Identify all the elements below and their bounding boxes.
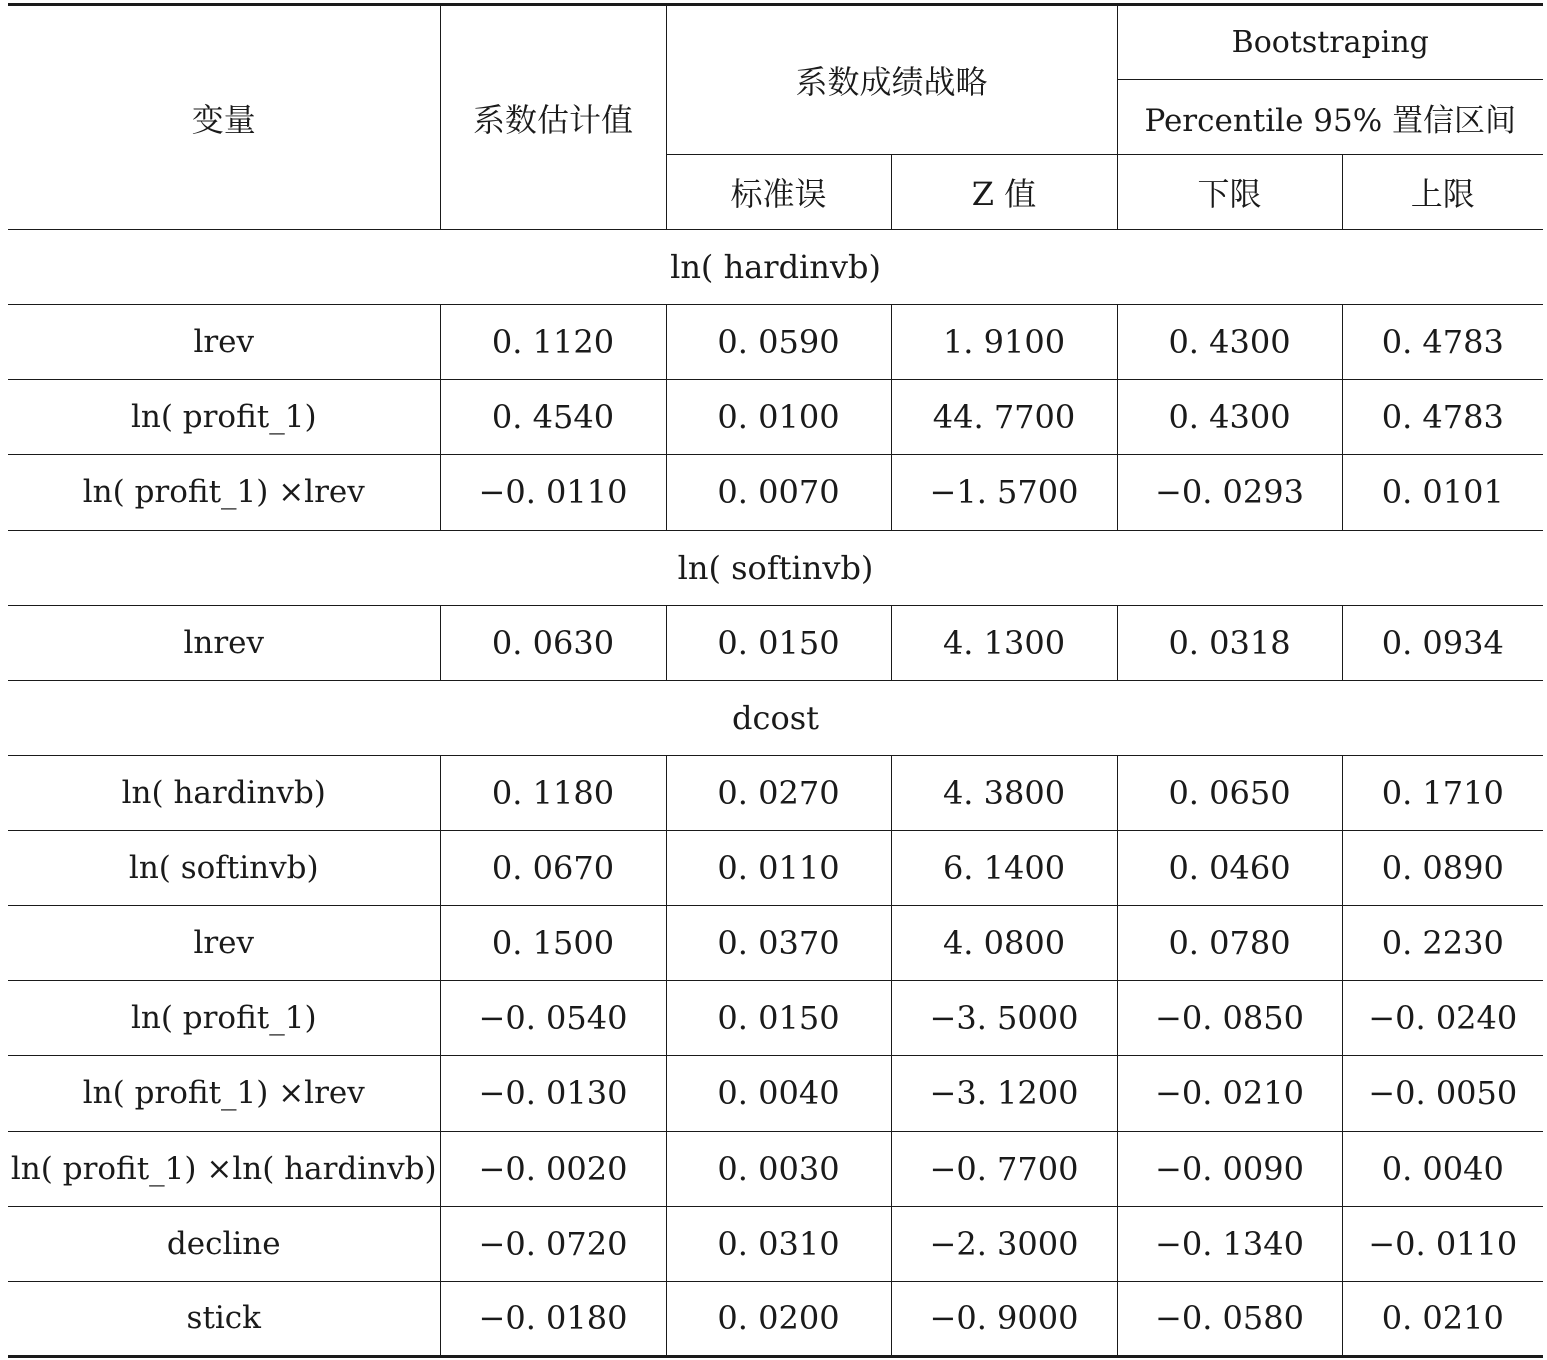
header-estimate: 系数估计值: [440, 5, 666, 230]
estimate-cell: −0. 0110: [440, 455, 666, 530]
z-value-cell: −2. 3000: [891, 1206, 1117, 1281]
z-value-cell: 4. 1300: [891, 605, 1117, 680]
std-err-cell: 0. 0200: [666, 1281, 891, 1356]
table-row: [8, 1206, 1543, 1281]
group-header-row: [8, 680, 1543, 755]
table-body: [8, 230, 1543, 1357]
lower-cell: 0. 0650: [1117, 755, 1342, 830]
z-value-cell: 44. 7700: [891, 380, 1117, 455]
table-row: [8, 1281, 1543, 1356]
lower-cell: −0. 0850: [1117, 981, 1342, 1056]
table-row: [8, 831, 1543, 906]
variable-cell: ln( profit_1) ×ln( hardinvb): [8, 1131, 440, 1206]
group-title: dcost: [8, 680, 1543, 755]
estimate-cell: −0. 0540: [440, 981, 666, 1056]
upper-cell: 0. 1710: [1342, 755, 1543, 830]
table-row: [8, 380, 1543, 455]
std-err-cell: 0. 0270: [666, 755, 891, 830]
lower-cell: 0. 0780: [1117, 906, 1342, 981]
upper-cell: 0. 0210: [1342, 1281, 1543, 1356]
group-header-row: [8, 530, 1543, 605]
upper-cell: −0. 0240: [1342, 981, 1543, 1056]
estimate-cell: 0. 0630: [440, 605, 666, 680]
variable-cell: decline: [8, 1206, 440, 1281]
header-z-value: Z 值: [891, 155, 1117, 230]
z-value-cell: 1. 9100: [891, 305, 1117, 380]
header-strategy: 系数成绩战略: [666, 5, 1117, 155]
std-err-cell: 0. 0150: [666, 981, 891, 1056]
z-value-cell: −0. 9000: [891, 1281, 1117, 1356]
std-err-cell: 0. 0590: [666, 305, 891, 380]
upper-cell: 0. 0101: [1342, 455, 1543, 530]
header-percentile: Percentile 95% 置信区间: [1117, 80, 1543, 155]
z-value-cell: −3. 5000: [891, 981, 1117, 1056]
upper-cell: 0. 2230: [1342, 906, 1543, 981]
std-err-cell: 0. 0150: [666, 605, 891, 680]
estimate-cell: 0. 1180: [440, 755, 666, 830]
z-value-cell: −1. 5700: [891, 455, 1117, 530]
variable-cell: lrev: [8, 906, 440, 981]
lower-cell: −0. 0580: [1117, 1281, 1342, 1356]
upper-cell: 0. 4783: [1342, 380, 1543, 455]
estimate-cell: −0. 0130: [440, 1056, 666, 1131]
std-err-cell: 0. 0040: [666, 1056, 891, 1131]
estimate-cell: 0. 1120: [440, 305, 666, 380]
lower-cell: −0. 0293: [1117, 455, 1342, 530]
std-err-cell: 0. 0100: [666, 380, 891, 455]
estimate-cell: 0. 0670: [440, 831, 666, 906]
lower-cell: 0. 4300: [1117, 380, 1342, 455]
std-err-cell: 0. 0370: [666, 906, 891, 981]
results-table: [8, 3, 1543, 1358]
header-upper: 上限: [1342, 155, 1543, 230]
table-row: [8, 1056, 1543, 1131]
upper-cell: 0. 0890: [1342, 831, 1543, 906]
group-title: ln( softinvb): [8, 530, 1543, 605]
table-row: [8, 906, 1543, 981]
group-title: ln( hardinvb): [8, 230, 1543, 305]
variable-cell: ln( profit_1): [8, 380, 440, 455]
table-row: [8, 755, 1543, 830]
header-std-err: 标准误: [666, 155, 891, 230]
estimate-cell: −0. 0020: [440, 1131, 666, 1206]
estimate-cell: −0. 0180: [440, 1281, 666, 1356]
lower-cell: 0. 4300: [1117, 305, 1342, 380]
header-lower: 下限: [1117, 155, 1342, 230]
table-row: [8, 981, 1543, 1056]
group-header-row: [8, 230, 1543, 305]
std-err-cell: 0. 0310: [666, 1206, 891, 1281]
z-value-cell: −0. 7700: [891, 1131, 1117, 1206]
upper-cell: −0. 0110: [1342, 1206, 1543, 1281]
variable-cell: lrev: [8, 305, 440, 380]
table-row: [8, 605, 1543, 680]
upper-cell: −0. 0050: [1342, 1056, 1543, 1131]
estimate-cell: 0. 4540: [440, 380, 666, 455]
table-row: [8, 305, 1543, 380]
variable-cell: ln( softinvb): [8, 831, 440, 906]
upper-cell: 0. 0040: [1342, 1131, 1543, 1206]
estimate-cell: 0. 1500: [440, 906, 666, 981]
header-bootstrap: Bootstraping: [1117, 5, 1543, 80]
z-value-cell: 6. 1400: [891, 831, 1117, 906]
lower-cell: 0. 0318: [1117, 605, 1342, 680]
variable-cell: ln( hardinvb): [8, 755, 440, 830]
estimate-cell: −0. 0720: [440, 1206, 666, 1281]
variable-cell: ln( profit_1) ×lrev: [8, 455, 440, 530]
header-variable: 变量: [8, 5, 440, 230]
std-err-cell: 0. 0110: [666, 831, 891, 906]
variable-cell: lnrev: [8, 605, 440, 680]
z-value-cell: 4. 0800: [891, 906, 1117, 981]
lower-cell: −0. 1340: [1117, 1206, 1342, 1281]
upper-cell: 0. 4783: [1342, 305, 1543, 380]
table-row: [8, 1131, 1543, 1206]
std-err-cell: 0. 0070: [666, 455, 891, 530]
variable-cell: ln( profit_1): [8, 981, 440, 1056]
z-value-cell: 4. 3800: [891, 755, 1117, 830]
std-err-cell: 0. 0030: [666, 1131, 891, 1206]
variable-cell: ln( profit_1) ×lrev: [8, 1056, 440, 1131]
lower-cell: −0. 0210: [1117, 1056, 1342, 1131]
table-header: [8, 5, 1543, 230]
z-value-cell: −3. 1200: [891, 1056, 1117, 1131]
lower-cell: 0. 0460: [1117, 831, 1342, 906]
lower-cell: −0. 0090: [1117, 1131, 1342, 1206]
variable-cell: stick: [8, 1281, 440, 1356]
upper-cell: 0. 0934: [1342, 605, 1543, 680]
table-row: [8, 455, 1543, 530]
